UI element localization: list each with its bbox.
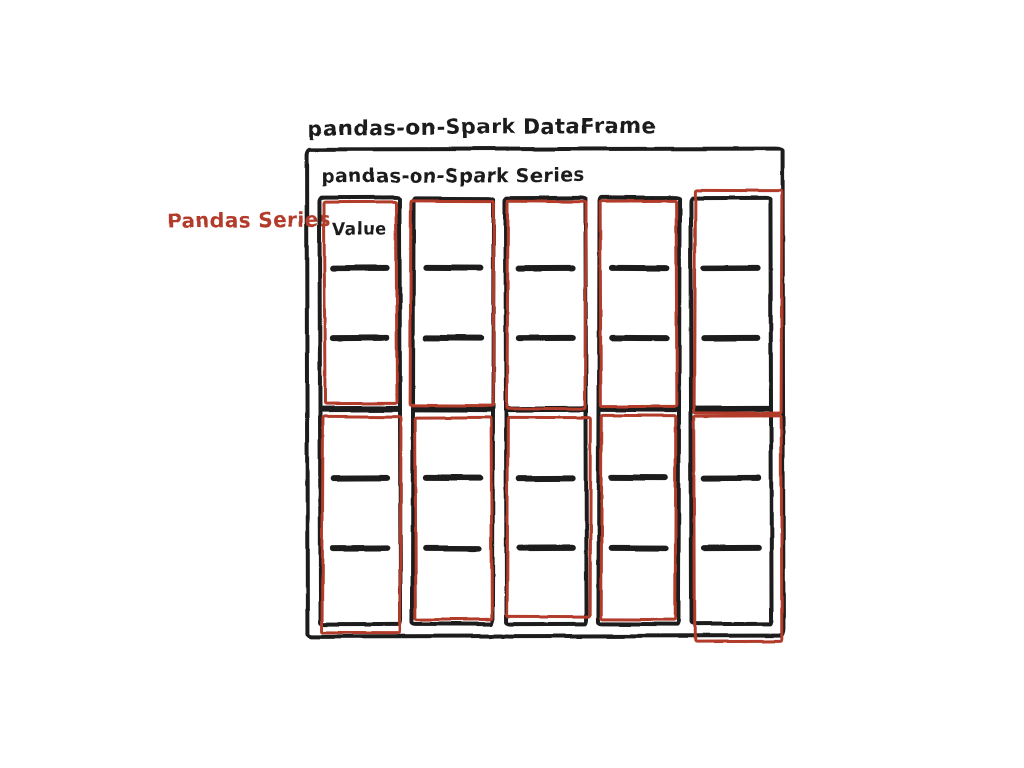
partition [414,412,491,622]
row-dash [330,265,390,271]
partition [322,412,399,622]
row-dash [609,335,669,341]
pandas-series-label: Pandas Series [166,207,332,233]
row-dash [330,545,390,551]
row-dash [701,335,761,341]
partition [508,412,585,622]
row-dash [516,475,576,481]
partition [415,200,492,412]
row-dash [516,335,576,341]
row-dash [516,265,576,271]
spark-series-column [410,196,495,626]
partition [600,412,677,622]
row-dash [330,335,390,341]
spark-series-column [596,196,681,626]
spark-series-column [688,196,773,626]
series-label: pandas-on-Spark Series [320,164,586,188]
row-dash [609,265,669,271]
partition [693,412,770,622]
partition [692,200,769,412]
partition [321,200,398,412]
value-label: Value [331,219,388,241]
spark-series-column [503,196,588,626]
spark-series-column [317,196,402,626]
partition [601,200,678,412]
partition [507,200,584,412]
dataframe-title: pandas-on-Spark DataFrame [307,113,657,141]
row-dash [609,475,669,481]
row-dash [423,545,483,551]
row-dash [609,545,669,551]
row-dash [423,265,483,271]
row-dash [330,475,390,481]
row-dash [701,475,761,481]
row-dash [701,265,761,271]
row-dash [516,545,576,551]
row-dash [423,475,483,481]
row-dash [701,545,761,551]
row-dash [423,335,483,341]
